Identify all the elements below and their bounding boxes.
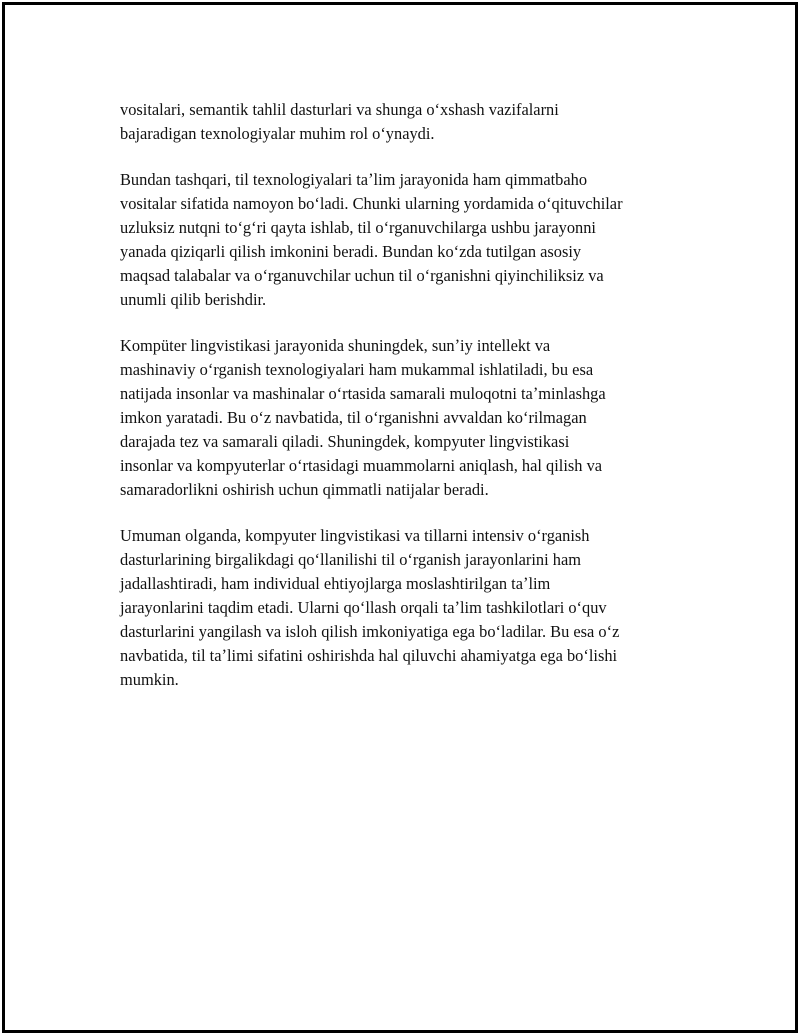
text-line: jadallashtiradi, ham individual ehtiyojlarga moslashtirilgan taʼlim bbox=[120, 574, 551, 593]
text-line: navbatida, til taʼlimi sifatini oshirishda hal qiluvchi ahamiyatga ega boʻlishi bbox=[120, 646, 618, 665]
text-line: imkon yaratadi. Bu oʻz navbatida, til oʻrganishni avvaldan koʻrilmagan bbox=[120, 408, 587, 427]
text-line: unumli qilib berishdir. bbox=[120, 290, 267, 309]
text-line: vositalar sifatida namoyon boʻladi. Chunki ularning yordamida oʻqituvchilar bbox=[120, 194, 623, 213]
paragraph-2 bbox=[120, 168, 720, 312]
document-page bbox=[2, 2, 798, 1033]
text-line: dasturlarini yangilash va isloh qilish imkoniyatiga ega boʻladilar. Bu esa oʻz bbox=[120, 622, 620, 641]
paragraph-4 bbox=[120, 524, 720, 692]
text-line: mashinaviy oʻrganish texnologiyalari ham mukammal ishlatiladi, bu esa bbox=[120, 360, 594, 379]
text-line: Bundan tashqari, til texnologiyalari taʼlim jarayonida ham qimmatbaho bbox=[120, 170, 588, 189]
text-line: yanada qiziqarli qilish imkonini beradi. Bundan koʻzda tutilgan asosiy bbox=[120, 242, 582, 261]
text-line: darajada tez va samarali qiladi. Shuningdek, kompyuter lingvistikasi bbox=[120, 432, 570, 451]
text-line: insonlar va kompyuterlar oʻrtasidagi muammolarni aniqlash, hal qilish va bbox=[120, 456, 603, 475]
text-line: maqsad talabalar va oʻrganuvchilar uchun til oʻrganishni qiyinchiliksiz va bbox=[120, 266, 604, 285]
text-line: natijada insonlar va mashinalar oʻrtasida samarali muloqotni taʼminlashga bbox=[120, 384, 606, 403]
text-line: mumkin. bbox=[120, 670, 179, 689]
document-body bbox=[120, 98, 720, 714]
text-line: vositalari, semantik tahlil dasturlari va shunga oʻxshash vazifalarni bbox=[120, 100, 559, 119]
paragraph-3 bbox=[120, 334, 720, 502]
text-line: bajaradigan texnologiyalar muhim rol oʻynaydi. bbox=[120, 124, 435, 143]
text-line: jarayonlarini taqdim etadi. Ularni qoʻllash orqali taʼlim tashkilotlari oʻquv bbox=[120, 598, 607, 617]
text-line: Umuman olganda, kompyuter lingvistikasi va tillarni intensiv oʻrganish bbox=[120, 526, 590, 545]
text-line: uzluksiz nutqni toʻgʻri qayta ishlab, til oʻrganuvchilarga ushbu jarayonni bbox=[120, 218, 596, 237]
text-line: dasturlarining birgalikdagi qoʻllanilishi til oʻrganish jarayonlarini ham bbox=[120, 550, 581, 569]
text-line: Kompüter lingvistikasi jarayonida shuningdek, sunʼiy intellekt va bbox=[120, 336, 551, 355]
paragraph-1 bbox=[120, 98, 720, 146]
text-line: samaradorlikni oshirish uchun qimmatli natijalar beradi. bbox=[120, 480, 489, 499]
